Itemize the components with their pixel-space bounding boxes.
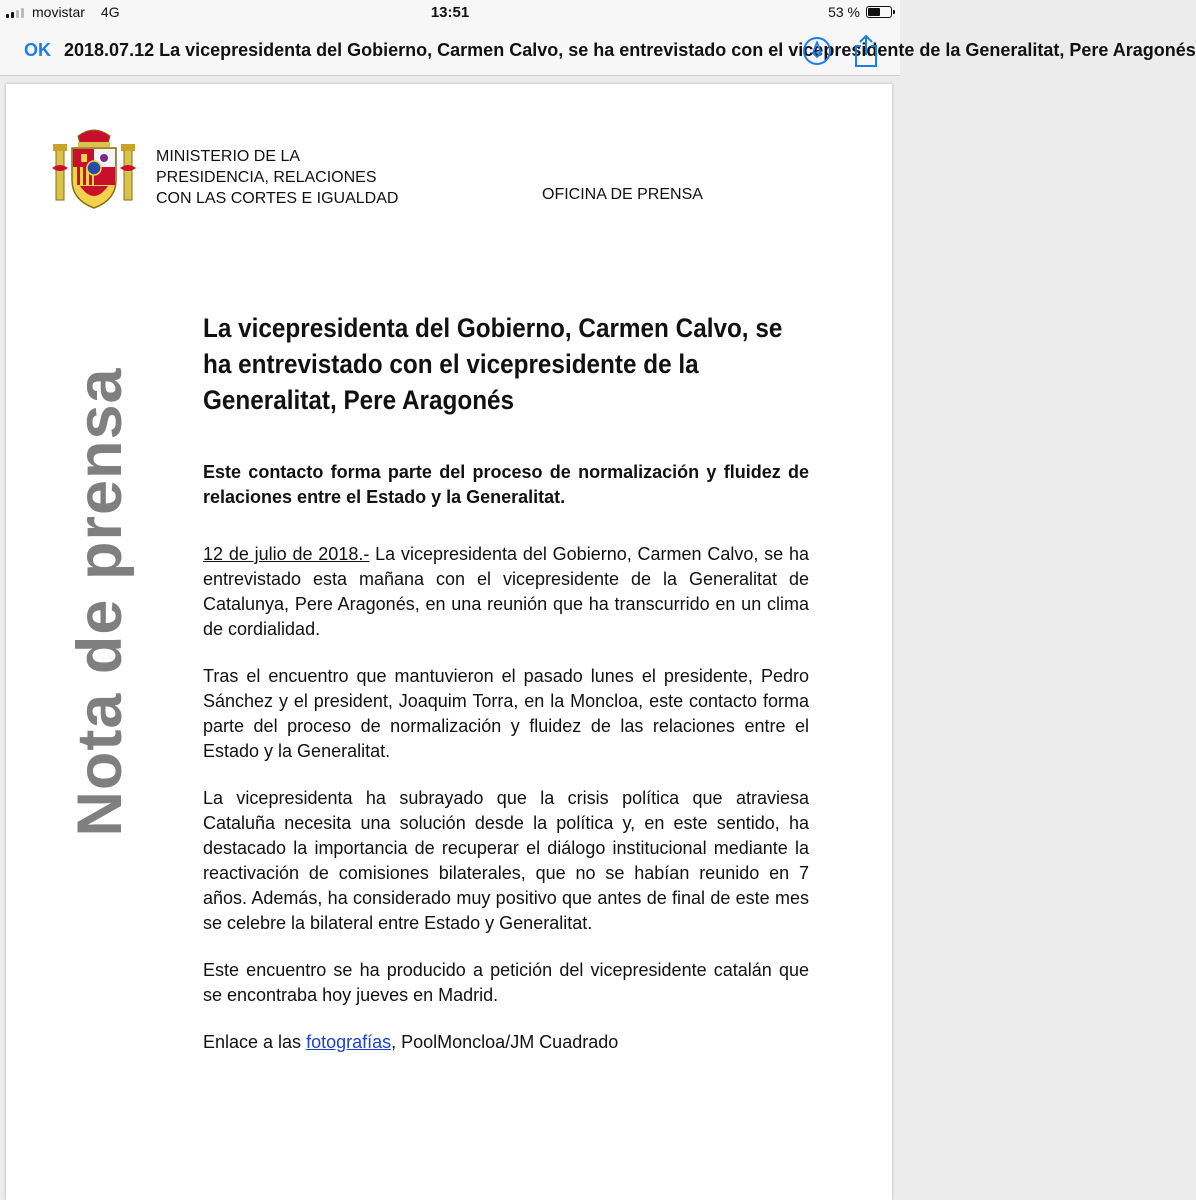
side-label (65, 367, 135, 837)
battery-percent: 53 % (828, 4, 860, 20)
status-right (828, 4, 892, 20)
markup-pen-icon[interactable] (802, 36, 832, 66)
article-subheadline: Este contacto forma parte del proceso de normalización y fluidez de relaciones entre el Estado y la Generalitat. (203, 462, 809, 507)
article (203, 310, 809, 1055)
ministry-line: CON LAS CORTES E IGUALDAD (156, 190, 399, 207)
article-paragraph (203, 542, 809, 642)
navigation-bar (0, 26, 1196, 76)
press-office: OFICINA DE PRENSA (542, 186, 703, 203)
coat-of-arms-icon (50, 124, 138, 212)
ministry-line: PRESIDENCIA, RELACIONES (156, 169, 377, 186)
status-time: 13:51 (430, 4, 470, 21)
network-type: 4G (100, 4, 120, 20)
article-paragraph: Tras el encuentro que mantuvieron el pasado lunes el presidente, Pedro Sánchez y el president, Joaquim Torra, en la Moncloa, este contacto forma parte del proceso de normalización y fluidez de las relaciones entre el Estado y la Generalitat. (203, 666, 809, 761)
article-paragraph: La vicepresidenta ha subrayado que la crisis política que atraviesa Cataluña necesita una solución desde la política y, en este sentido, ha destacado la importancia de recuperar el diálogo institucional mediante la reactivación de comisiones bilaterales, que no se habían reunido en 7 años. Además, ha considerado muy positivo que antes de final de este mes se celebre la bilateral entre Estado y Generalitat. (203, 788, 809, 933)
document-title: 2018.07.12 La vicepresidenta del Gobierno, Carmen Calvo, se ha entrevistado con el vicepresidente de la Generalitat, Pere Aragonés (64, 40, 1196, 60)
article-date: 12 de julio de 2018.- (203, 544, 370, 564)
link-prefix: Enlace a las (203, 1032, 307, 1052)
ok-button[interactable]: OK (24, 40, 51, 60)
photo-link-line (203, 1030, 809, 1055)
battery-icon (866, 6, 892, 18)
paragraph-text: La vicepresidenta del Gobierno, Carmen Calvo, se ha entrevistado esta mañana con el vicepresidente de la Generalitat de Catalunya, Pere Aragonés, en una reunión que ha transcurrido en un clima de cordialidad. (203, 544, 809, 639)
ministry-name (156, 146, 398, 209)
share-icon[interactable] (852, 34, 880, 68)
ministry-line: MINISTERIO DE LA (156, 148, 301, 165)
article-headline: La vicepresidenta del Gobierno, Carmen Calvo, se ha entrevistado con el vicepresidente de la Generalitat, Pere Aragonés (203, 313, 783, 415)
battery-fill (868, 8, 880, 16)
photos-link[interactable]: fotografías (306, 1032, 392, 1052)
article-paragraph: Este encuentro se ha producido a petición del vicepresidente catalán que se encontraba hoy jueves en Madrid. (203, 960, 809, 1005)
document-page (6, 84, 892, 1200)
status-bar (0, 0, 900, 26)
side-label-text: Nota de prensa (65, 367, 135, 837)
link-suffix: , PoolMoncloa/JM Cuadrado (391, 1032, 619, 1052)
carrier-name: movistar (32, 4, 85, 20)
